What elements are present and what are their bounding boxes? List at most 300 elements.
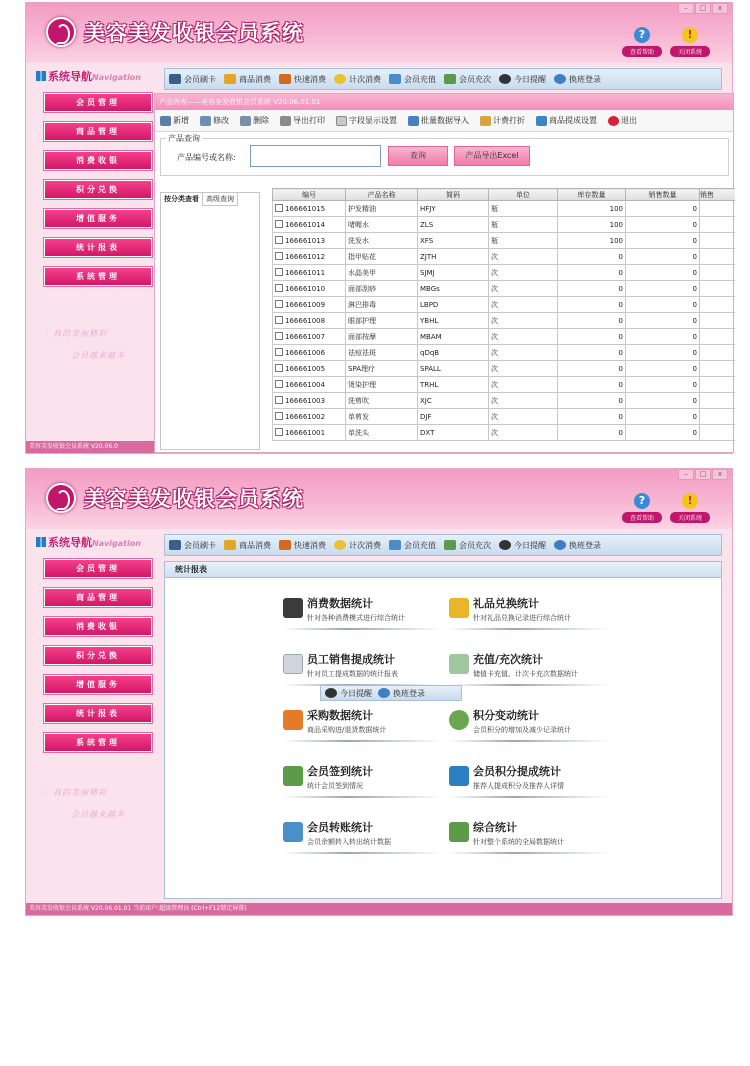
code-text: 166661015	[285, 205, 326, 213]
cell-stock: 0	[558, 281, 626, 297]
cell-abbr: LBPD	[418, 297, 489, 313]
col-header-sold[interactable]: 销售数量	[626, 189, 700, 201]
cell-sales	[700, 425, 736, 441]
toolbar-today-reminder[interactable]	[499, 74, 546, 85]
cell-sold: 0	[626, 201, 700, 217]
row-checkbox[interactable]	[275, 348, 283, 356]
toolbar-label: 今日提醒	[514, 540, 546, 550]
row-checkbox[interactable]	[275, 428, 283, 436]
table-row[interactable]	[273, 201, 736, 217]
query-legend: 产品查询	[168, 134, 200, 143]
table-row[interactable]	[273, 409, 736, 425]
col-header-code[interactable]: 编号	[273, 189, 346, 201]
table-row[interactable]	[273, 313, 736, 329]
stat-desc: 推荐人提成积分及推荐人详情	[473, 782, 564, 790]
floating-label: 换班登录	[393, 688, 425, 698]
row-checkbox[interactable]	[275, 364, 283, 372]
cell-sales	[700, 361, 736, 377]
minimize-button[interactable]: –	[678, 469, 694, 480]
refresh-icon	[554, 74, 566, 84]
transfer-icon	[283, 822, 303, 842]
sidebar-item-member[interactable]: 会员管理	[44, 559, 152, 578]
sidebar-item-reports[interactable]: 统计报表	[44, 704, 152, 723]
alarm-icon	[499, 540, 511, 550]
exit-system-button[interactable]	[670, 27, 710, 57]
stat-points-commission[interactable]	[449, 760, 609, 800]
alarm-icon	[499, 74, 511, 84]
cell-name: 洗剪吹	[346, 393, 418, 409]
cell-abbr: TRHL	[418, 377, 489, 393]
cell-unit: 次	[489, 377, 558, 393]
cell-name: 单剪发	[346, 409, 418, 425]
category-pane	[160, 192, 260, 450]
divider	[449, 796, 609, 798]
cell-code	[273, 233, 346, 249]
toolbar-label: 会员充次	[459, 74, 491, 84]
cell-sold: 0	[626, 265, 700, 281]
stat-consumption[interactable]	[283, 592, 443, 632]
cell-code	[273, 425, 346, 441]
floating-label: 今日提醒	[340, 688, 372, 698]
row-checkbox[interactable]	[275, 412, 283, 420]
cell-unit: 次	[489, 265, 558, 281]
cell-sales	[700, 201, 736, 217]
exit-system-button[interactable]	[670, 493, 710, 523]
divider	[283, 852, 443, 854]
col-header-stock[interactable]: 库存数量	[558, 189, 626, 201]
cell-stock: 0	[558, 345, 626, 361]
cell-name: 啫喱水	[346, 217, 418, 233]
panel-title: 统计报表	[165, 562, 721, 578]
exit-label: 关闭系统	[670, 46, 710, 57]
floating-today-reminder[interactable]	[325, 688, 372, 699]
product-list-panel	[154, 93, 734, 453]
cell-sold: 0	[626, 249, 700, 265]
cell-unit: 次	[489, 361, 558, 377]
row-checkbox[interactable]	[275, 252, 283, 260]
search-button[interactable]: 查询	[388, 146, 448, 166]
table-row[interactable]	[273, 233, 736, 249]
house-icon	[279, 74, 291, 84]
warning-icon: !	[682, 27, 698, 43]
sidebar-item-value-added[interactable]: 增值服务	[44, 209, 152, 228]
cell-sales	[700, 217, 736, 233]
commission-icon	[536, 116, 547, 126]
window-controls	[678, 469, 728, 480]
stat-points-change[interactable]	[449, 704, 609, 744]
cell-sold: 0	[626, 345, 700, 361]
cell-unit: 次	[489, 345, 558, 361]
row-checkbox[interactable]	[275, 300, 283, 308]
field-display-button[interactable]	[336, 115, 397, 126]
stat-recharge[interactable]	[449, 648, 609, 688]
stat-transfer[interactable]	[283, 816, 443, 856]
sidebar-item-system[interactable]: 系统管理	[44, 733, 152, 752]
cell-stock: 100	[558, 217, 626, 233]
cell-sales	[700, 265, 736, 281]
cell-name: 烫染护理	[346, 377, 418, 393]
help-icon: ?	[634, 493, 650, 509]
window-controls	[678, 3, 728, 14]
stat-checkin[interactable]	[283, 760, 443, 800]
points-icon	[449, 710, 469, 730]
table-row[interactable]	[273, 217, 736, 233]
card-stack-icon	[449, 654, 469, 674]
help-button[interactable]	[622, 493, 662, 523]
cell-abbr: ZLS	[418, 217, 489, 233]
table-row[interactable]	[273, 329, 736, 345]
slogan-line1: · 我的美丽精彩	[46, 329, 108, 338]
stat-staff-commission[interactable]	[283, 648, 443, 688]
action-label: 批量数据导入	[421, 116, 469, 125]
product-query-group	[160, 134, 729, 176]
toolbar-label: 会员充次	[459, 540, 491, 550]
toolbar-member-card[interactable]	[169, 74, 216, 85]
cell-sold: 0	[626, 329, 700, 345]
stat-title: 积分变动统计	[473, 709, 539, 722]
sidebar	[36, 93, 158, 296]
stat-desc: 针对各种消费模式进行综合统计	[307, 614, 405, 622]
code-text: 166661005	[285, 365, 326, 373]
code-text: 166661004	[285, 381, 326, 389]
maximize-button[interactable]: □	[695, 469, 711, 480]
toolbar-label: 今日提醒	[514, 74, 546, 84]
action-label: 退出	[621, 116, 637, 125]
row-checkbox[interactable]	[275, 236, 283, 244]
row-checkbox[interactable]	[275, 204, 283, 212]
add-icon	[160, 116, 171, 126]
cell-abbr: DXT	[418, 425, 489, 441]
table-row[interactable]	[273, 393, 736, 409]
calendar-icon	[444, 540, 456, 550]
stat-title: 会员转账统计	[307, 821, 373, 834]
discount-button[interactable]	[480, 115, 525, 126]
tab-advanced-query[interactable]: 高级查询	[203, 193, 238, 206]
stat-title: 综合统计	[473, 821, 517, 834]
wallet-icon	[389, 540, 401, 550]
toolbar-label: 会员刷卡	[184, 74, 216, 84]
table-row[interactable]	[273, 377, 736, 393]
action-label: 新增	[173, 116, 189, 125]
help-label: 查看帮助	[622, 512, 662, 523]
close-window-button[interactable]: x	[712, 3, 728, 14]
alarm-icon	[325, 688, 337, 698]
toolbar-label: 会员刷卡	[184, 540, 216, 550]
cell-code	[273, 393, 346, 409]
cell-sales	[700, 329, 736, 345]
row-checkbox[interactable]	[275, 268, 283, 276]
cell-stock: 0	[558, 409, 626, 425]
cell-code	[273, 329, 346, 345]
calendar-icon	[444, 74, 456, 84]
cell-sales	[700, 297, 736, 313]
export-excel-button[interactable]: 产品导出Excel	[454, 146, 530, 166]
coins-icon	[224, 74, 236, 84]
sidebar-item-points[interactable]: 积分兑换	[44, 180, 152, 199]
stat-desc: 商品采购进/退货数据统计	[307, 726, 387, 734]
cell-stock: 0	[558, 265, 626, 281]
cell-name: 单洗头	[346, 425, 418, 441]
toolbar-shift-login[interactable]	[554, 540, 601, 551]
code-text: 166661008	[285, 317, 326, 325]
toolbar-shift-login[interactable]	[554, 74, 601, 85]
row-checkbox[interactable]	[275, 220, 283, 228]
category-tabs	[161, 193, 259, 206]
stat-desc: 会员积分的增加及减少记录统计	[473, 726, 571, 734]
app-logo	[46, 17, 76, 47]
quick-toolbar	[164, 68, 722, 90]
export-print-button[interactable]	[280, 115, 325, 126]
cell-stock: 100	[558, 233, 626, 249]
cell-code	[273, 265, 346, 281]
grid-icon	[36, 537, 46, 547]
toolbar-product-consume[interactable]	[224, 74, 271, 85]
cell-sold: 0	[626, 313, 700, 329]
cell-code	[273, 297, 346, 313]
sidebar-item-product[interactable]: 商品管理	[44, 122, 152, 141]
table-row[interactable]	[273, 297, 736, 313]
sidebar-item-member[interactable]: 会员管理	[44, 93, 152, 112]
cell-code	[273, 361, 346, 377]
cell-name: 祛痘祛斑	[346, 345, 418, 361]
sidebar-item-points[interactable]: 积分兑换	[44, 646, 152, 665]
table-header-row	[273, 189, 736, 201]
cell-sold: 0	[626, 217, 700, 233]
toolbar-today-reminder[interactable]	[499, 540, 546, 551]
add-button[interactable]	[160, 115, 189, 126]
toolbar-member-count-recharge[interactable]	[444, 540, 491, 551]
bar-chart-icon	[283, 766, 303, 786]
cell-sold: 0	[626, 233, 700, 249]
tab-by-category[interactable]: 按分类查看	[161, 193, 203, 206]
col-header-abbr[interactable]: 简码	[418, 189, 489, 201]
warning-icon: !	[682, 493, 698, 509]
cell-sales	[700, 345, 736, 361]
stat-title: 会员积分提成统计	[473, 765, 561, 778]
floating-shift-login[interactable]	[378, 688, 425, 699]
cell-name: 面部刮痧	[346, 281, 418, 297]
stat-desc: 储值卡充值、计次卡充次数据统计	[473, 670, 578, 678]
cell-abbr: MBGs	[418, 281, 489, 297]
cell-name: 面部按摩	[346, 329, 418, 345]
help-label: 查看帮助	[622, 46, 662, 57]
toolbar-quick-consume[interactable]	[279, 74, 326, 85]
cell-abbr: ZJTH	[418, 249, 489, 265]
grid-icon	[36, 71, 46, 81]
stat-overall[interactable]	[449, 816, 609, 856]
table-row[interactable]	[273, 361, 736, 377]
app-logo	[46, 483, 76, 513]
batch-import-button[interactable]	[408, 115, 469, 126]
code-text: 166661013	[285, 237, 326, 245]
slogan-line2: 会员越来越多	[71, 351, 125, 360]
cell-sold: 0	[626, 393, 700, 409]
cell-unit: 次	[489, 409, 558, 425]
nav-header	[36, 68, 161, 88]
cell-unit: 次	[489, 329, 558, 345]
cell-sales	[700, 377, 736, 393]
table-body	[273, 201, 736, 441]
cell-abbr: SJMJ	[418, 265, 489, 281]
divider	[283, 628, 443, 630]
cell-sold: 0	[626, 361, 700, 377]
divider	[449, 628, 609, 630]
query-label: 产品编号或名称:	[177, 153, 236, 162]
cell-sold: 0	[626, 297, 700, 313]
cell-stock: 100	[558, 201, 626, 217]
cash-register-icon	[283, 598, 303, 618]
sidebar-item-product[interactable]: 商品管理	[44, 588, 152, 607]
table-row[interactable]	[273, 281, 736, 297]
boxes-icon	[283, 710, 303, 730]
cell-abbr: XJC	[418, 393, 489, 409]
toolbar-label: 会员充值	[404, 74, 436, 84]
col-header-sales[interactable]: 销售	[700, 189, 736, 201]
toolbar-member-recharge[interactable]	[389, 74, 436, 85]
toolbar-count-consume[interactable]	[334, 74, 381, 85]
sidebar-item-checkout[interactable]: 消费收银	[44, 617, 152, 636]
slogan-line2: 会员越来越多	[71, 810, 125, 819]
product-action-bar	[155, 110, 733, 132]
stat-desc: 统计会员签到情况	[307, 782, 363, 790]
table-row[interactable]	[273, 345, 736, 361]
stat-title: 采购数据统计	[307, 709, 373, 722]
nav-title: 系统导航	[48, 536, 92, 549]
cell-stock: 0	[558, 313, 626, 329]
divider	[449, 684, 609, 686]
row-checkbox[interactable]	[275, 396, 283, 404]
code-text: 166661007	[285, 333, 326, 341]
help-button[interactable]	[622, 27, 662, 57]
edit-icon	[200, 116, 211, 126]
cell-sales	[700, 281, 736, 297]
cell-sales	[700, 313, 736, 329]
maximize-button[interactable]: □	[695, 3, 711, 14]
app-window-reports	[25, 468, 733, 916]
cell-unit: 次	[489, 249, 558, 265]
cell-name: 水晶美甲	[346, 265, 418, 281]
status-bar: 美容美发收银会员系统 V20.06.01.01 当前用户:超级管理员 (Ctrl+F12锁定屏幕)	[26, 903, 732, 915]
sidebar-item-checkout[interactable]: 消费收银	[44, 151, 152, 170]
row-checkbox[interactable]	[275, 380, 283, 388]
toolbar-label: 计次消费	[349, 540, 381, 550]
close-icon	[608, 116, 619, 126]
toolbar-member-card[interactable]	[169, 540, 216, 551]
cell-sales	[700, 233, 736, 249]
delete-button[interactable]	[240, 115, 269, 126]
app-window-products	[25, 2, 733, 454]
cell-name: 洗发水	[346, 233, 418, 249]
table-row[interactable]	[273, 265, 736, 281]
cell-sold: 0	[626, 377, 700, 393]
toolbar-label: 商品消费	[239, 74, 271, 84]
col-header-name[interactable]: 产品名称	[346, 189, 418, 201]
minimize-button[interactable]: –	[678, 3, 694, 14]
cell-abbr: HFJY	[418, 201, 489, 217]
toolbar-member-count-recharge[interactable]	[444, 74, 491, 85]
action-label: 导出打印	[293, 116, 325, 125]
panel-title: 产品列表——美容美发收银会员系统 V20.06.01.01	[155, 94, 733, 110]
toolbar-member-recharge[interactable]	[389, 540, 436, 551]
cell-sold: 0	[626, 281, 700, 297]
cell-sales	[700, 393, 736, 409]
card-icon	[449, 598, 469, 618]
row-checkbox[interactable]	[275, 316, 283, 324]
wallet-icon	[389, 74, 401, 84]
cell-unit: 次	[489, 313, 558, 329]
reports-panel	[164, 561, 722, 899]
divider	[449, 852, 609, 854]
table-row[interactable]	[273, 425, 736, 441]
toolbar-quick-consume[interactable]	[279, 540, 326, 551]
stat-gift-exchange[interactable]	[449, 592, 609, 632]
stat-title: 员工销售提成统计	[307, 653, 395, 666]
product-search-input[interactable]	[250, 145, 381, 167]
stat-desc: 针对整个系统的全局数据统计	[473, 838, 564, 846]
quick-toolbar	[164, 534, 722, 556]
code-text: 166661010	[285, 285, 326, 293]
row-checkbox[interactable]	[275, 332, 283, 340]
stat-title: 消费数据统计	[307, 597, 373, 610]
sidebar-item-value-added[interactable]: 增值服务	[44, 675, 152, 694]
col-header-unit[interactable]: 单位	[489, 189, 558, 201]
cell-unit: 次	[489, 297, 558, 313]
toolbar-count-consume[interactable]	[334, 540, 381, 551]
app-title: 美容美发收银会员系统	[84, 20, 304, 45]
stat-title: 礼品兑换统计	[473, 597, 539, 610]
exit-button[interactable]	[608, 115, 637, 126]
toolbar-label: 换班登录	[569, 540, 601, 550]
status-bar: 美容美发收银会员系统 V20.06.0	[26, 441, 154, 453]
sidebar-item-system[interactable]: 系统管理	[44, 267, 152, 286]
cell-code	[273, 345, 346, 361]
cell-sales	[700, 249, 736, 265]
floating-toolbar	[320, 685, 462, 701]
nav-header	[36, 534, 161, 554]
divider	[283, 796, 443, 798]
nav-title-en: Navigation	[92, 539, 141, 548]
cell-unit: 瓶	[489, 201, 558, 217]
stat-purchase[interactable]	[283, 704, 443, 744]
close-window-button[interactable]: x	[712, 469, 728, 480]
commission-button[interactable]	[536, 115, 597, 126]
cell-stock: 0	[558, 361, 626, 377]
sidebar	[36, 559, 158, 762]
cell-name: 眼部护理	[346, 313, 418, 329]
cell-stock: 0	[558, 249, 626, 265]
toolbar-product-consume[interactable]	[224, 540, 271, 551]
toolbar-label: 快速消费	[294, 74, 326, 84]
cell-stock: 0	[558, 425, 626, 441]
table-row[interactable]	[273, 249, 736, 265]
cell-code	[273, 313, 346, 329]
toolbar-label: 快速消费	[294, 540, 326, 550]
nav-title: 系统导航	[48, 70, 92, 83]
code-text: 166661002	[285, 413, 326, 421]
cell-unit: 次	[489, 393, 558, 409]
clock-icon	[334, 540, 346, 550]
action-label: 修改	[213, 116, 229, 125]
cell-code	[273, 201, 346, 217]
edit-button[interactable]	[200, 115, 229, 126]
divider	[283, 740, 443, 742]
action-label: 商品提成设置	[549, 116, 597, 125]
cell-abbr: MBAM	[418, 329, 489, 345]
product-table	[272, 188, 735, 452]
sidebar-item-reports[interactable]: 统计报表	[44, 238, 152, 257]
cell-code	[273, 409, 346, 425]
row-checkbox[interactable]	[275, 284, 283, 292]
